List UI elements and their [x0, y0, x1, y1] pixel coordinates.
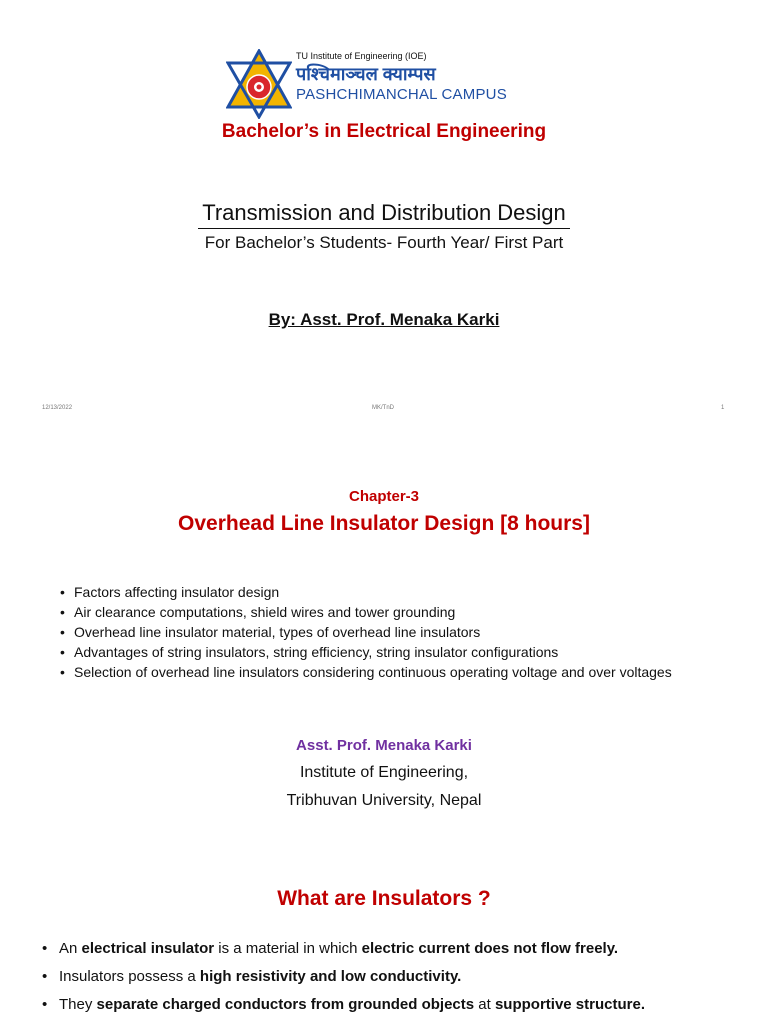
university-name: Tribhuvan University, Nepal: [286, 792, 482, 809]
list-item: • Air clearance computations, shield wires and tower grounding: [58, 602, 672, 622]
chapter-slide: [0, 440, 768, 835]
slide-page-number: 1: [721, 405, 725, 411]
slide-heading: What are Insulators ?: [277, 887, 491, 910]
author-text: By: Asst. Prof. Menaka Karki: [268, 310, 500, 329]
degree-title: Bachelor’s in Electrical Engineering: [221, 121, 547, 142]
list-item: • Advantages of string insulators, string efficiency, string insulator configurations: [58, 642, 672, 662]
institute-name: Institute of Engineering,: [299, 764, 469, 781]
chapter-label: Chapter-3: [348, 488, 419, 505]
course-subtitle: For Bachelor’s Students- Fourth Year/ First Part: [204, 233, 564, 252]
chapter-title: Overhead Line Insulator Design [8 hours]: [178, 512, 590, 535]
list-item: • They separate charged conductors from grounded objects at supportive structure.: [40, 991, 645, 1019]
course-title: [0, 200, 768, 229]
title-slide: [0, 0, 768, 430]
logo-nepali-text: पश्चिमाञ्चल क्याम्पस: [296, 64, 436, 84]
campus-emblem-icon: [226, 49, 292, 119]
instructor-name: Asst. Prof. Menaka Karki: [296, 737, 472, 754]
course-title-text: Transmission and Distribution Design: [198, 200, 570, 229]
campus-logo: [226, 49, 516, 121]
list-item: • Insulators possess a high resistivity and low conductivity.: [40, 963, 645, 991]
insulator-bullets: [40, 935, 645, 1019]
slide-date: 12/13/2022: [42, 405, 73, 411]
topic-list: [58, 582, 672, 682]
logo-institute-text: TU Institute of Engineering (IOE): [296, 51, 427, 61]
logo-campus-name: PASHCHIMANCHAL CAMPUS: [296, 86, 507, 103]
author-line: [0, 310, 768, 330]
list-item: • Selection of overhead line insulators considering continuous operating voltage and over voltages: [58, 662, 672, 682]
list-item: • Factors affecting insulator design: [58, 582, 672, 602]
slide-code: MK/TnD: [372, 405, 395, 411]
list-item: • Overhead line insulator material, types of overhead line insulators: [58, 622, 672, 642]
list-item: • An electrical insulator is a material in which electric current does not flow freely.: [40, 935, 645, 963]
insulators-slide: [0, 850, 768, 1024]
